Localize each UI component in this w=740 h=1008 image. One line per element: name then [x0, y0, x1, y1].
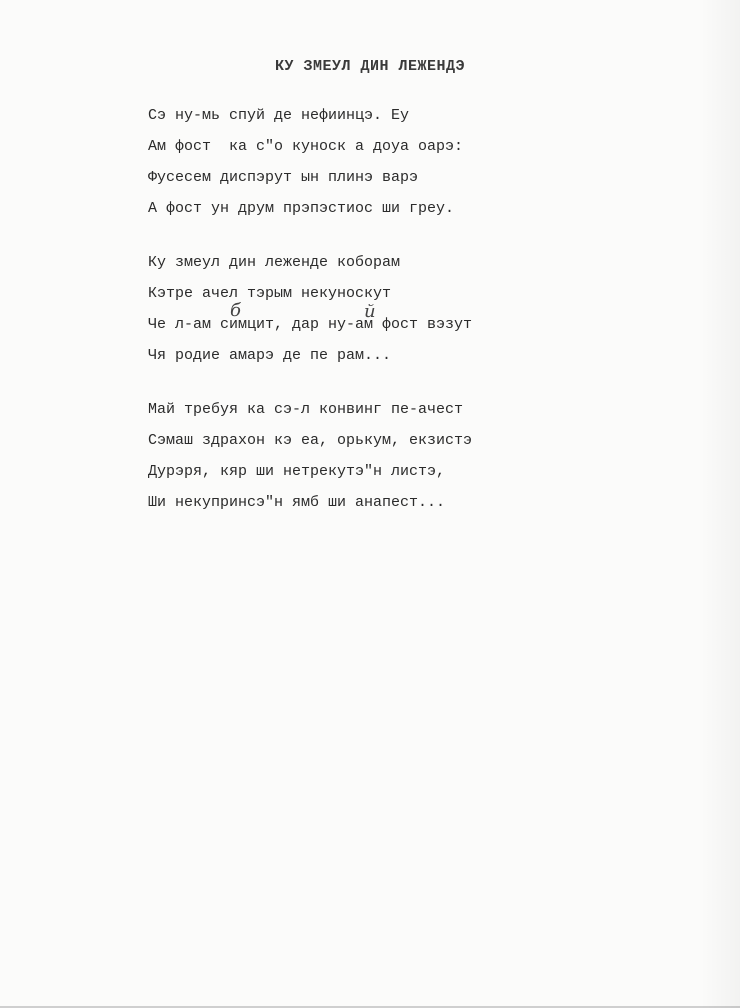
verse-line: Сэ ну-мь спуй де нефиинцэ. Еу	[148, 107, 410, 124]
verse-line: Май требуя ка сэ-л конвинг пе-ачест	[148, 401, 464, 418]
stanza-2	[148, 247, 472, 371]
stanza-1	[148, 100, 463, 224]
verse-line: Ку змеул дин леженде коборам	[148, 254, 401, 271]
verse-line: А фост ун друм прэпэстиос ши греу.	[148, 200, 455, 217]
poem-title: КУ ЗМЕУЛ ДИН ЛЕЖЕНДЭ	[274, 58, 466, 75]
verse-line: Фусесем диспэрут ын плинэ варэ	[148, 169, 419, 186]
verse-line: Чя родие амарэ де пе рам...	[148, 347, 392, 364]
verse-line: Ам фост ка с"о куноск а доуа оарэ:	[148, 138, 464, 155]
handwritten-correction: й	[364, 301, 376, 322]
handwritten-correction: б	[230, 300, 241, 321]
verse-line: Кэтре ачел тэрым некуноскут	[148, 285, 392, 302]
stanza-3	[148, 394, 472, 518]
verse-line: Ши некупринсэ"н ямб ши анапест...	[148, 494, 446, 511]
verse-line: Дурэря, кяр ши нетрекутэ"н листэ,	[148, 463, 446, 480]
verse-line: Че л-ам симцит, дар ну-ам фост вэзут	[148, 316, 473, 333]
verse-line: Сэмаш здрахон кэ еа, орькум, екзистэ	[148, 432, 473, 449]
